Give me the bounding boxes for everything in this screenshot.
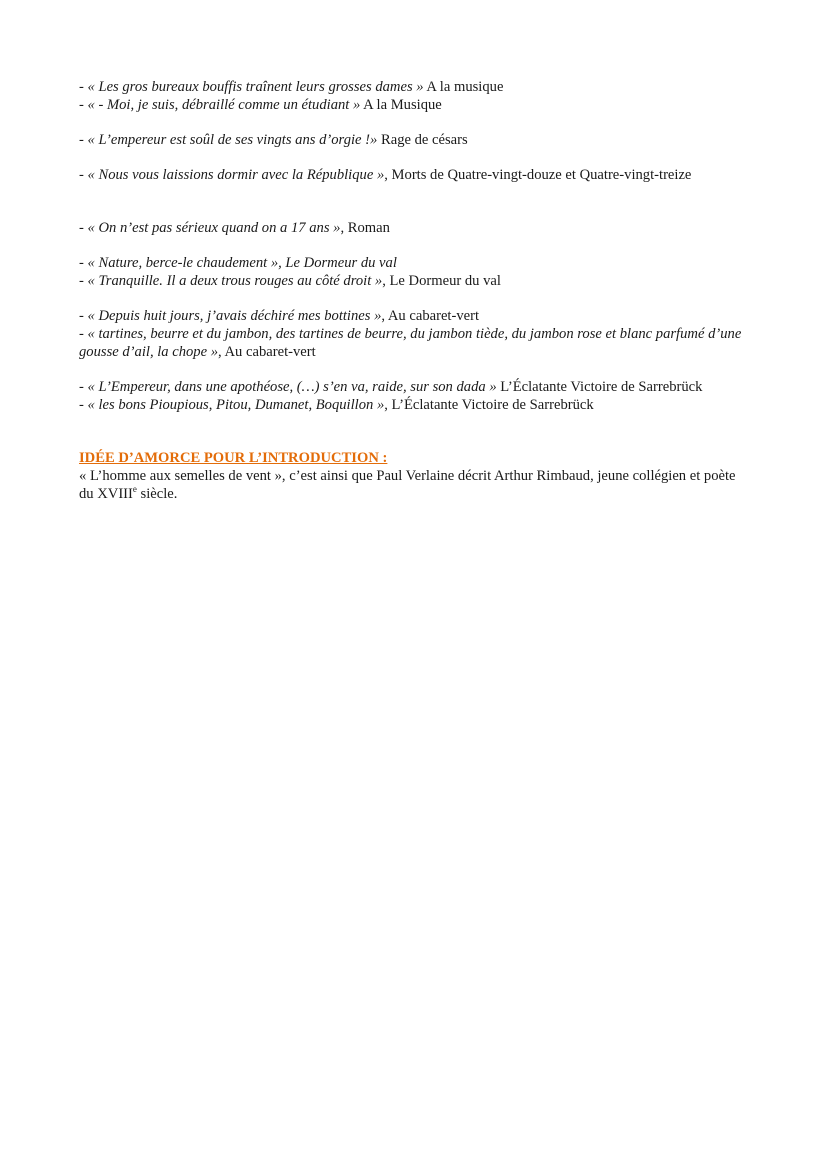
bullet-dash: - <box>79 379 88 395</box>
spacer <box>79 414 749 449</box>
century-superscript: e <box>132 484 137 495</box>
bullet-dash: - <box>79 255 88 271</box>
quote-source: , Au cabaret-vert <box>381 308 480 324</box>
quote-text: « Les gros bureaux bouffis traînent leurs grosses dames » <box>87 79 424 95</box>
quote-source: Rage de césars <box>377 132 468 148</box>
spacer <box>79 149 749 166</box>
quote-source: , Morts de Quatre-vingt-douze et Quatre-vingt-treize <box>384 167 692 183</box>
quote-source: , Au cabaret-vert <box>218 344 316 360</box>
quote-text: « Nature, berce-le chaudement », Le Dormeur du val <box>87 255 397 271</box>
spacer <box>79 114 749 131</box>
quote-line <box>79 307 749 325</box>
quote-line <box>79 166 749 184</box>
quote-text: « L’empereur est soûl de ses vingts ans d’orgie !» <box>87 132 378 148</box>
quote-text: « Tranquille. Il a deux trous rouges au côté droit » <box>87 273 383 289</box>
bullet-dash: - <box>79 220 88 236</box>
quote-line <box>79 396 749 414</box>
spacer <box>79 290 749 307</box>
intro-text-end: siècle. <box>136 486 178 502</box>
quote-text: « les bons Pioupious, Pitou, Dumanet, Boquillon » <box>87 397 385 413</box>
intro-text: « L’homme aux semelles de vent », c’est ainsi que Paul Verlaine décrit Arthur Rimbaud, jeune collégien et poète du XVIII <box>79 468 736 502</box>
spacer <box>79 361 749 378</box>
quote-line <box>79 78 749 96</box>
quote-line <box>79 96 749 114</box>
bullet-dash: - <box>79 326 88 342</box>
bullet-dash: - <box>79 167 88 183</box>
spacer <box>79 184 749 219</box>
spacer <box>79 237 749 254</box>
quote-text: « Depuis huit jours, j’avais déchiré mes bottines » <box>87 308 382 324</box>
quote-text: « - Moi, je suis, débraillé comme un étudiant » <box>87 97 361 113</box>
bullet-dash: - <box>79 132 88 148</box>
bullet-dash: - <box>79 79 88 95</box>
quote-source: , L’Éclatante Victoire de Sarrebrück <box>384 397 594 413</box>
bullet-dash: - <box>79 397 88 413</box>
document-body <box>79 78 749 503</box>
quote-text: « L’Empereur, dans une apothéose, (…) s’en va, raide, sur son dada » <box>87 379 497 395</box>
quote-line <box>79 272 749 290</box>
quote-line <box>79 378 749 396</box>
quote-text: « tartines, beurre et du jambon, des tartines de beurre, du jambon tiède, du jambon rose et blanc parfumé d’une gousse d’ail, la chope » <box>79 326 742 360</box>
quote-text: « On n’est pas sérieux quand on a 17 ans » <box>87 220 341 236</box>
intro-paragraph <box>79 467 749 503</box>
bullet-dash: - <box>79 97 88 113</box>
quote-source: , Le Dormeur du val <box>382 273 501 289</box>
quote-source: A la Musique <box>360 97 442 113</box>
bullet-dash: - <box>79 308 88 324</box>
quote-source: L’Éclatante Victoire de Sarrebrück <box>496 379 703 395</box>
quote-line <box>79 131 749 149</box>
quote-text: « Nous vous laissions dormir avec la République » <box>87 167 385 183</box>
quote-line <box>79 254 749 272</box>
quote-source: , Roman <box>340 220 390 236</box>
quote-line <box>79 219 749 237</box>
bullet-dash: - <box>79 273 88 289</box>
quote-line <box>79 325 749 361</box>
intro-heading: IDÉE D’AMORCE POUR L’INTRODUCTION : <box>79 450 388 466</box>
quote-source: A la musique <box>423 79 504 95</box>
